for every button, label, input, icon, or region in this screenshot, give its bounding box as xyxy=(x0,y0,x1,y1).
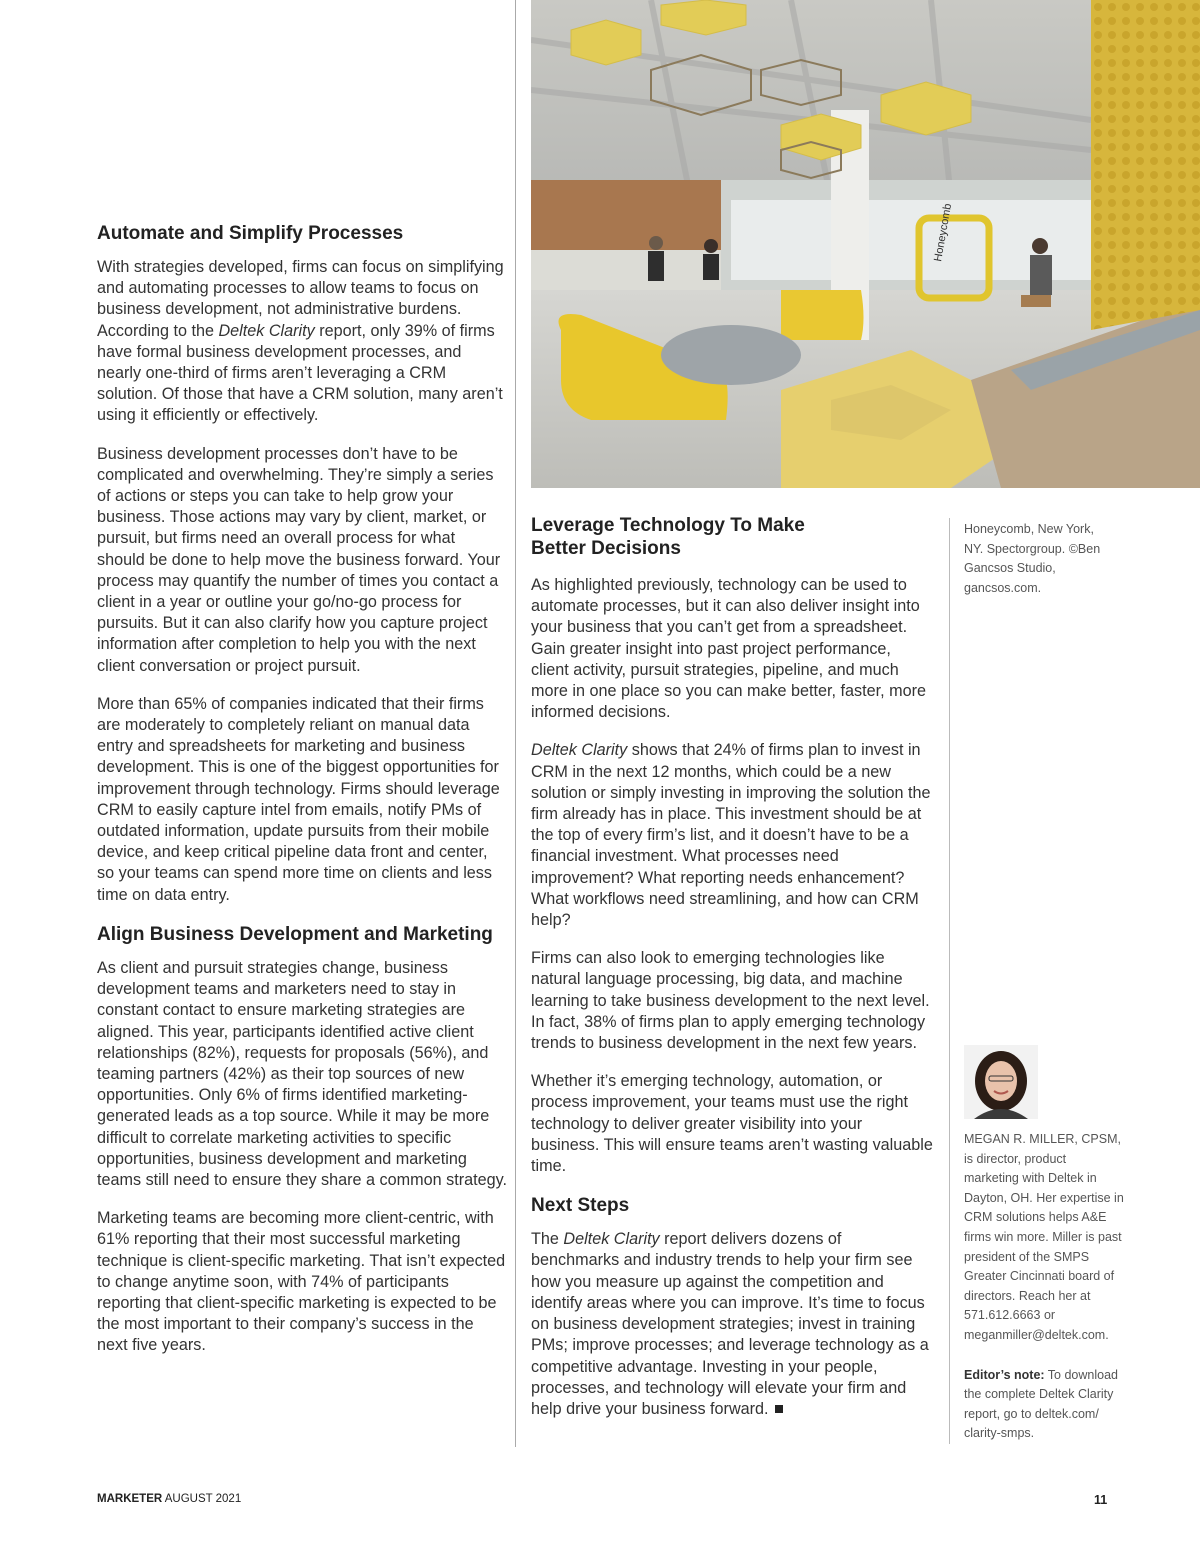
paragraph: With strategies developed, firms can focus on simplifying and automating processes to allow teams to focus on business development, not administrative burdens. According to the Deltek Clarity report, only 39% of firms have formal business development processes, and nearly one-third of firms aren’t leveraging a CRM solution. Of those that have a CRM solution, many aren’t using it efficiently or effectively. xyxy=(97,258,504,425)
left-article-column xyxy=(97,222,507,1374)
heading-leverage-technology: Leverage Technology To Make Better Decisions xyxy=(531,515,805,559)
paragraph: As highlighted previously, technology can be used to automate processes, but it can also deliver insight into your business that you can’t get from a spreadsheet. Gain greater insight into past project performance, client activity, pursuit strategies, pipeline, and much more in one place so you can make better, faster, more informed decisions. xyxy=(531,576,927,722)
middle-article-column xyxy=(531,514,933,1437)
paragraph: The Deltek Clarity report delivers dozens of benchmarks and industry trends to help your firm see how you measure up against the competition and identify areas where you can improve. It’s time to focus on business development strategies; invest in training PMs; improve processes; and leverage technology as a competitive advantage. Investing in your people, processes, and technology will elevate your firm and help drive your business forward. xyxy=(531,1230,929,1418)
heading-align-bd-marketing: Align Business Development and Marketing xyxy=(97,923,493,945)
heading-automate-simplify: Automate and Simplify Processes xyxy=(97,223,404,244)
column-divider-upper xyxy=(515,0,516,222)
heading-next-steps: Next Steps xyxy=(531,1195,630,1217)
end-mark-icon xyxy=(775,1405,783,1413)
photo-caption: Honeycomb, New York, NY. Spectorgroup. ©Ben Gancsos Studio, gancsos.com. xyxy=(964,522,1101,595)
author-headshot xyxy=(964,1045,1038,1119)
office-interior-photo xyxy=(531,0,1200,488)
paragraph: Firms can also look to emerging technologies like natural language processing, big data, and machine learning to take business development to the next level. In fact, 38% of firms plan to apply emerging technology trends to business development in the next few years. xyxy=(531,949,930,1053)
page-number: 11 xyxy=(1094,1493,1108,1507)
footer-publication: MARKETER AUGUST 2021 xyxy=(97,1493,242,1505)
sidebar-divider xyxy=(949,518,950,1444)
paragraph: Deltek Clarity shows that 24% of firms plan to invest in CRM in the next 12 months, which could be a new solution or simply investing in improving the solution the firm already has in place. This investment should be at the top of every firm’s list, and it doesn’t have to be a financial investment. What processes need improvement? What reporting needs enhancement? What workflows need streamlining, and how can CRM help? xyxy=(531,741,931,930)
paragraph: Marketing teams are becoming more client-centric, with 61% reporting that their most successful marketing technique is client-specific marketing. That isn’t expected to change anytime soon, with 74% of participants reporting that client-specific marketing is expected to be the most important to their company’s success in the next five years. xyxy=(97,1209,506,1355)
column-divider xyxy=(515,222,516,1447)
author-bio: MEGAN R. MILLER, CPSM, is director, product marketing with Deltek in Dayton, OH. Her expertise in CRM solutions helps A&E firms win more. Miller is past president of the SMPS Greater Cincinnati board of directors. Reach her at 571.612.6663 or meganmiller@deltek.com. xyxy=(964,1132,1124,1342)
paragraph: More than 65% of companies indicated that their firms are moderately to completely reliant on manual data entry and spreadsheets for marketing and business development. This is one of the biggest opportunities for improvement through technology. Firms should leverage CRM to easily capture intel from emails, notify PMs of outdated information, update pursuits from their mobile device, and keep critical pipeline data front and center, so your teams can spend more time on clients and less time on data entry. xyxy=(97,694,500,904)
author-bio-section xyxy=(964,1130,1124,1464)
paragraph: Whether it’s emerging technology, automation, or process improvement, your teams must use the right technology to deliver greater visibility into your business. This will ensure teams aren’t wasting valuable time. xyxy=(531,1072,933,1176)
paragraph: Business development processes don’t have to be complicated and overwhelming. They’re simply a series of actions or steps you can take to help grow your business. Those actions may vary by client, market, or pursuit, but firms need an overall process for what should be done to help move the business forward. Your process may quantify the number of times you contact a client in a year or outline your go/no-go process for pursuits. But it can also clarify how you capture project information after completion to help you with the next client conversation or project pursuit. xyxy=(97,444,501,675)
photo-sign-text: Honeycomb xyxy=(932,202,955,263)
paragraph: As client and pursuit strategies change, business development teams and marketers need to stay in constant contact to ensure marketing strategies are aligned. This year, participants identified active client relationships (82%), requests for proposals (56%), and teaming partners (42%) as their top sources of new opportunities. Only 6% of firms identified marketing-generated leads as a top source. While it may be more difficult to correlate marketing activities to specific opportunities, business development and marketing teams still need to ensure they share a common strategy. xyxy=(97,958,507,1189)
editors-note: Editor’s note: To download the complete Deltek Clarity report, go to deltek.com/ clarity-smps. xyxy=(964,1367,1118,1441)
